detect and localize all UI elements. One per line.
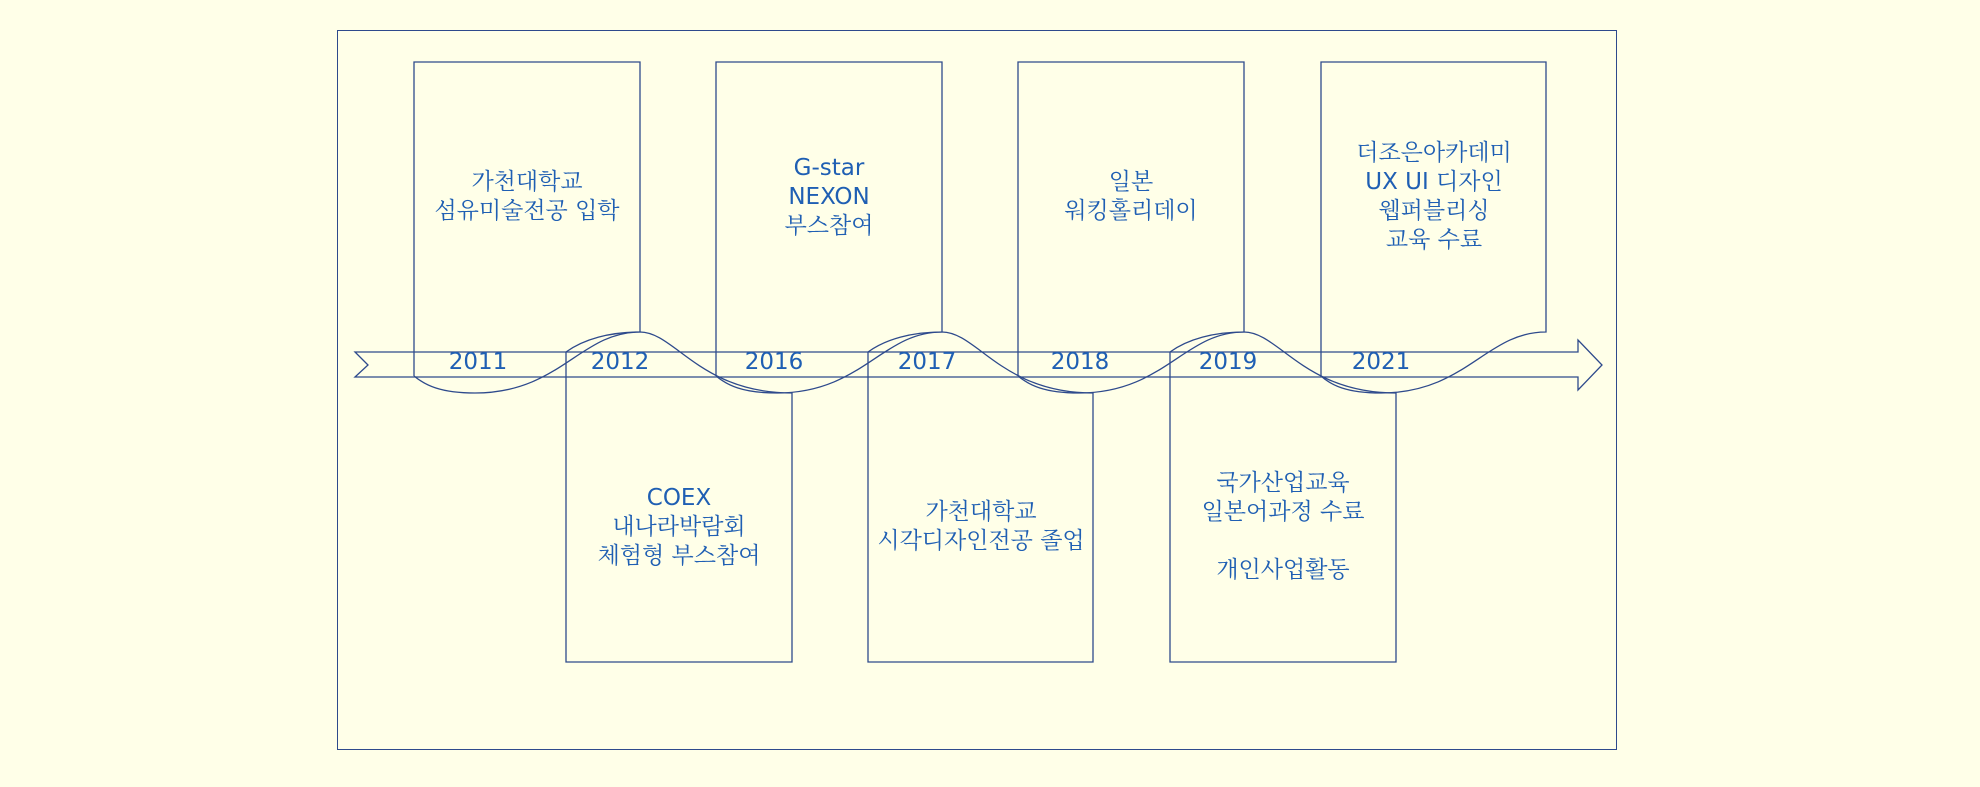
event-text: 더조은아카데미 UX UI 디자인 웹퍼블리싱 교육 수료 — [1356, 140, 1512, 253]
event-text: COEX 내나라박람회 체험형 부스참여 — [597, 484, 761, 569]
year-label-2016: 2016 — [744, 349, 804, 375]
event-card-2012 — [566, 392, 792, 662]
event-text: 가천대학교 섬유미술전공 입학 — [434, 169, 620, 224]
event-card-2018 — [1018, 62, 1244, 332]
event-text: 국가산업교육 일본어과정 수료 개인사업활동 — [1201, 470, 1365, 583]
event-card-2011 — [414, 62, 640, 332]
year-label-2019: 2019 — [1198, 349, 1258, 375]
year-label-2012: 2012 — [590, 349, 650, 375]
year-label-2018: 2018 — [1050, 349, 1110, 375]
year-label-2011: 2011 — [448, 349, 508, 375]
event-text: 가천대학교 시각디자인전공 졸업 — [877, 499, 1085, 554]
event-card-2017 — [868, 392, 1094, 662]
event-card-2019 — [1170, 392, 1396, 662]
year-label-2017: 2017 — [897, 349, 957, 375]
event-text: 일본 워킹홀리데이 — [1064, 169, 1198, 224]
event-card-2016 — [716, 62, 942, 332]
event-card-2021 — [1321, 62, 1547, 332]
event-text: G-star NEXON 부스참여 — [784, 154, 874, 239]
year-label-2021: 2021 — [1351, 349, 1411, 375]
